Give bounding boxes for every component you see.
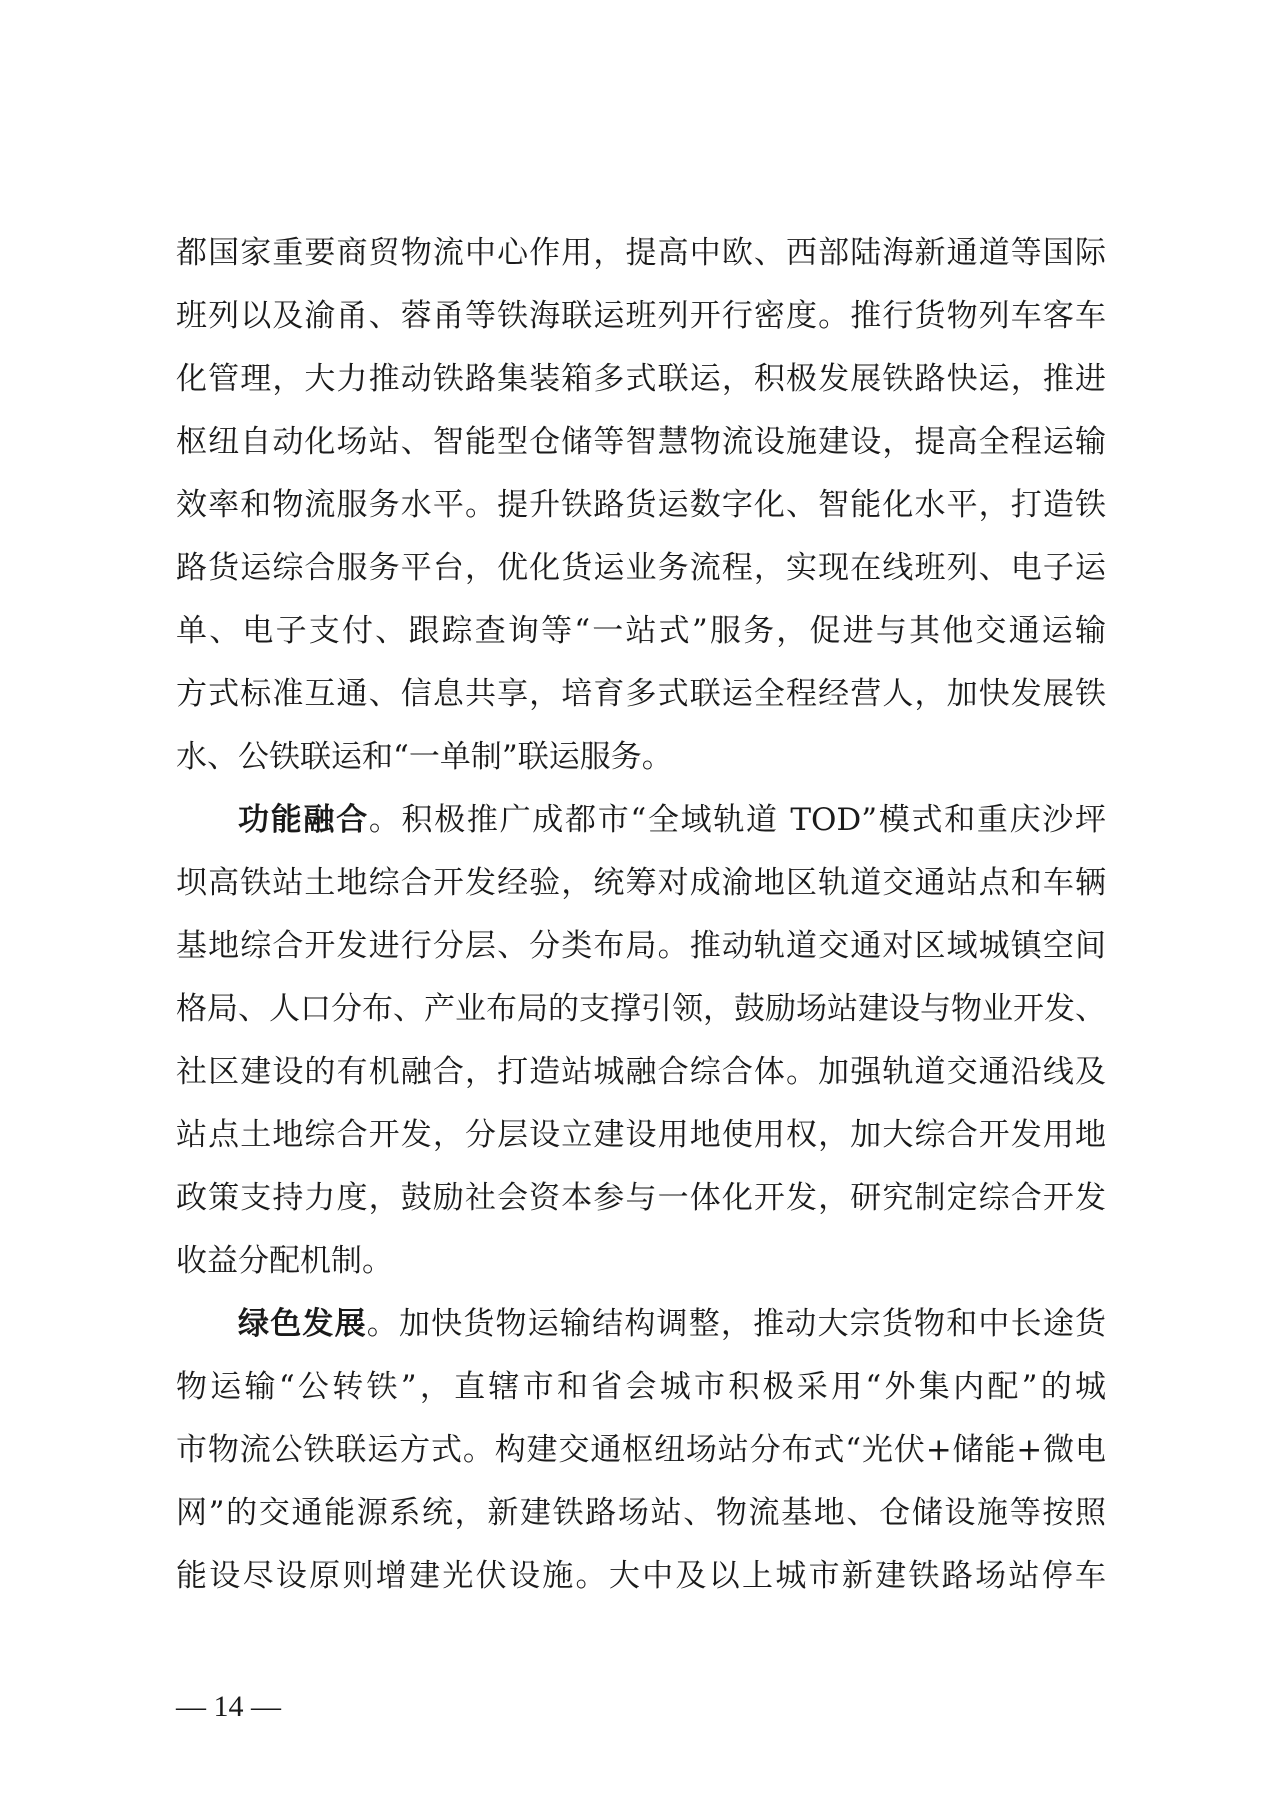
page-number: — 14 — <box>176 1690 281 1723</box>
text-line: 收益分配机制。 <box>176 1243 393 1279</box>
text-line: 站点土地综合开发，分层设立建设用地使用权，加大综合开发用地 <box>176 1117 1106 1153</box>
text-run: 。加快货物运输结构调整，推动大宗货物和中长途货 <box>366 1306 1107 1342</box>
text-line: 市物流公铁联运方式。构建交通枢纽场站分布式“光伏+储能+微电 <box>176 1432 1106 1468</box>
text-run: 。积极推广成都市“全域轨道 TOD”模式和重庆沙坪 <box>368 802 1107 838</box>
paragraph-freight-logistics <box>176 222 1106 789</box>
text-line: 坝高铁站土地综合开发经验，统筹对成渝地区轨道交通站点和车辆 <box>176 865 1106 901</box>
text-line: 化管理，大力推动铁路集装箱多式联运，积极发展铁路快运，推进 <box>176 361 1106 397</box>
body-text <box>176 222 1106 1608</box>
text-line: 社区建设的有机融合，打造站城融合综合体。加强轨道交通沿线及 <box>176 1054 1106 1090</box>
text-line: 路货运综合服务平台，优化货运业务流程，实现在线班列、电子运 <box>176 550 1106 586</box>
text-line: 水、公铁联运和“一单制”联运服务。 <box>176 739 673 775</box>
text-line: 单、电子支付、跟踪查询等“一站式”服务，促进与其他交通运输 <box>176 613 1106 649</box>
text-line: 方式标准互通、信息共享，培育多式联运全程经营人，加快发展铁 <box>176 676 1106 712</box>
text-line <box>176 789 1106 852</box>
text-line: 效率和物流服务水平。提升铁路货运数字化、智能化水平，打造铁 <box>176 487 1106 523</box>
text-line: 基地综合开发进行分层、分类布局。推动轨道交通对区域城镇空间 <box>176 928 1106 964</box>
text-line <box>176 1293 1106 1356</box>
text-line: 都国家重要商贸物流中心作用，提高中欧、西部陆海新通道等国际 <box>176 235 1106 271</box>
paragraph-lead: 功能融合 <box>238 802 369 838</box>
text-line: 网”的交通能源系统，新建铁路场站、物流基地、仓储设施等按照 <box>176 1495 1106 1531</box>
text-line: 班列以及渝甬、蓉甬等铁海联运班列开行密度。推行货物列车客车 <box>176 298 1106 334</box>
text-line: 政策支持力度，鼓励社会资本参与一体化开发，研究制定综合开发 <box>176 1180 1106 1216</box>
paragraph-lead: 绿色发展 <box>238 1306 367 1342</box>
text-line: 枢纽自动化场站、智能型仓储等智慧物流设施建设，提高全程运输 <box>176 424 1106 460</box>
text-line: 能设尽设原则增建光伏设施。大中及以上城市新建铁路场站停车 <box>176 1558 1106 1594</box>
text-line: 物运输“公转铁”，直辖市和省会城市积极采用“外集内配”的城 <box>176 1369 1106 1405</box>
paragraph-green-development <box>176 1293 1106 1608</box>
text-line: 格局、人口分布、产业布局的支撑引领，鼓励场站建设与物业开发、 <box>176 991 1106 1027</box>
paragraph-function-integration <box>176 789 1106 1293</box>
